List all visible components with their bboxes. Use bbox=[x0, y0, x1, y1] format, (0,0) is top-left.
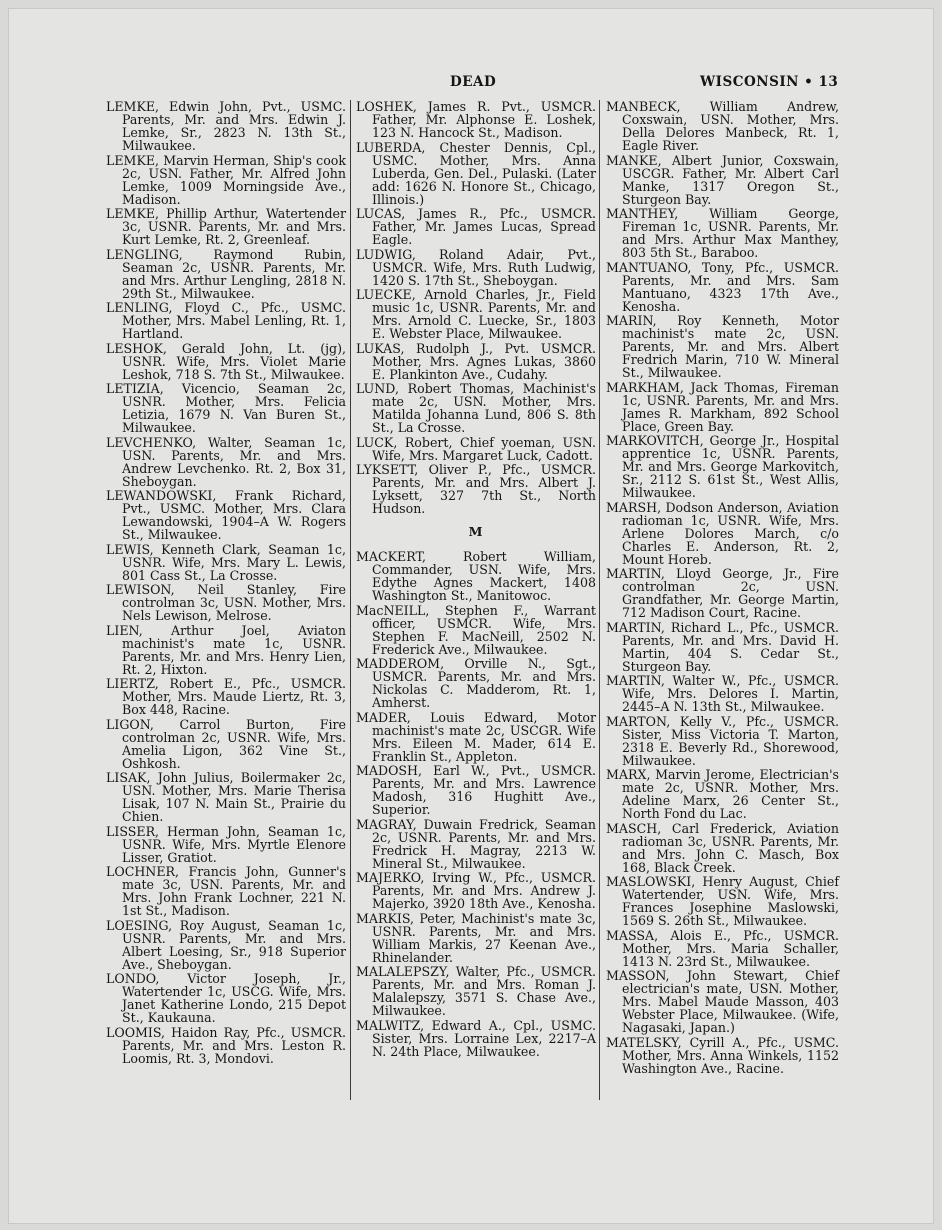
list-item: MARKOVITCH, George Jr., Hospital apprentice 1c, USNR. Parents, Mr. and Mrs. George Markovitch, Sr., 2112 S. 61st St., West Allis, Milwaukee. bbox=[606, 433, 839, 500]
list-item: LUKAS, Rudolph J., Pvt. USMCR. Mother, Mrs. Agnes Lukas, 3860 E. Plankinton Ave., Cudahy. bbox=[356, 340, 596, 382]
list-item: LUECKE, Arnold Charles, Jr., Field music 1c, USNR. Parents, Mr. and Mrs. Arnold C. Luecke, Sr., 1803 E. Webster Place, Milwaukee. bbox=[356, 287, 596, 341]
column-1 bbox=[106, 100, 346, 1066]
column-divider bbox=[599, 100, 600, 1100]
list-item: LOESING, Roy August, Seaman 1c, USNR. Parents, Mr. and Mrs. Albert Loesing, Sr., 918 Superior Ave., Sheboygan. bbox=[106, 917, 346, 972]
list-item: MARKHAM, Jack Thomas, Fireman 1c, USNR. Parents, Mr. and Mrs. James R. Markham, 892 School Place, Green Bay. bbox=[606, 379, 839, 434]
list-item: LIGON, Carrol Burton, Fire controlman 2c, USNR. Wife, Mrs. Amelia Ligon, 362 Vine St., Oshkosh. bbox=[106, 716, 346, 771]
list-item: LEMKE, Phillip Arthur, Watertender 3c, USNR. Parents, Mr. and Mrs. Kurt Lemke, Rt. 2, Greenleaf. bbox=[106, 206, 346, 247]
list-item: LENGLING, Raymond Rubin, Seaman 2c, USNR. Parents, Mr. and Mrs. Arthur Lengling, 2818 N. 29th St., Milwaukee. bbox=[106, 246, 346, 301]
list-item: MARIN, Roy Kenneth, Motor machinist's mate 2c, USN. Parents, Mr. and Mrs. Albert Fredrich Marin, 710 W. Mineral St., Milwaukee. bbox=[606, 313, 839, 380]
list-item: MARSH, Dodson Anderson, Aviation radioman 1c, USNR. Wife, Mrs. Arlene Dolores March, c/o Charles E. Anderson, Rt. 2, Mount Horeb. bbox=[606, 499, 839, 567]
list-item: MARTIN, Lloyd George, Jr., Fire controlman 2c, USN. Grandfather, Mr. George Martin, 712 Madison Court, Racine. bbox=[606, 566, 839, 620]
list-item: LISSER, Herman John, Seaman 1c, USNR. Wife, Mrs. Myrtle Elenore Lisser, Gratiot. bbox=[106, 823, 346, 865]
list-item: LESHOK, Gerald John, Lt. (jg), USNR. Wife, Mrs. Violet Marie Leshok, 718 S. 7th St., Milwaukee. bbox=[106, 340, 346, 382]
page-header bbox=[0, 74, 942, 94]
list-item: LUDWIG, Roland Adair, Pvt., USMCR. Wife, Mrs. Ruth Ludwig, 1420 S. 17th St., Sheboygan. bbox=[356, 246, 596, 288]
list-item: MATELSKY, Cyrill A., Pfc., USMC. Mother, Mrs. Anna Winkels, 1152 Washington Ave., Racine. bbox=[606, 1034, 839, 1076]
list-item: LOCHNER, Francis John, Gunner's mate 3c, USN. Parents, Mr. and Mrs. John Frank Lochner, 221 N. 1st St., Madison. bbox=[106, 864, 346, 918]
list-item: LIEN, Arthur Joel, Aviaton machinist's mate 1c, USNR. Parents, Mr. and Mrs. Henry Lien, Rt. 2, Hixton. bbox=[106, 622, 346, 677]
list-item: MARX, Marvin Jerome, Electrician's mate 2c, USNR. Mother, Mrs. Adeline Marx, 26 Center St., North Fond du Lac. bbox=[606, 767, 839, 821]
list-item: MASLOWSKI, Henry August, Chief Watertender, USN. Wife, Mrs. Frances Josephine Maslowski, 1569 S. 26th St., Milwaukee. bbox=[606, 874, 839, 928]
list-item: LEWANDOWSKI, Frank Richard, Pvt., USMC. Mother, Mrs. Clara Lewandowski, 1904–A W. Rogers St., Milwaukee. bbox=[106, 488, 346, 542]
list-item: MANBECK, William Andrew, Coxswain, USN. Mother, Mrs. Della Delores Manbeck, Rt. 1, Eagle River. bbox=[606, 99, 839, 153]
list-item: LUND, Robert Thomas, Machinist's mate 2c, USN. Mother, Mrs. Matilda Johanna Lund, 806 S. 8th St., La Crosse. bbox=[356, 381, 596, 435]
list-item: MALALEPSZY, Walter, Pfc., USMCR. Parents, Mr. and Mrs. Roman J. Malalepszy, 3571 S. Chase Ave., Milwaukee. bbox=[356, 964, 596, 1018]
list-item: LETIZIA, Vicencio, Seaman 2c, USNR. Mother, Mrs. Felicia Letizia, 1679 N. Van Buren St., Milwaukee. bbox=[106, 381, 346, 435]
list-item: MACKERT, Robert William, Commander, USN. Wife, Mrs. Edythe Agnes Mackert, 1408 Washington St., Manitowoc. bbox=[356, 549, 596, 603]
list-item: LISAK, John Julius, Boilermaker 2c, USN. Mother, Mrs. Marie Therisa Lisak, 107 N. Main St., Prairie du Chien. bbox=[106, 770, 346, 824]
list-item: MARKIS, Peter, Machinist's mate 3c, USNR. Parents, Mr. and Mrs. William Markis, 27 Keenan Ave., Rhinelander. bbox=[356, 910, 596, 965]
list-item: MANTHEY, William George, Fireman 1c, USNR. Parents, Mr. and Mrs. Arthur Max Manthey, 803 5th St., Baraboo. bbox=[606, 206, 839, 260]
list-item: MADOSH, Earl W., Pvt., USMCR. Parents, Mr. and Mrs. Lawrence Madosh, 316 Hughitt Ave., Superior. bbox=[356, 763, 596, 817]
list-item: LONDO, Victor Joseph, Jr., Watertender 1c, USCG. Wife, Mrs. Janet Katherine Londo, 215 Depot St., Kaukauna. bbox=[106, 971, 346, 1025]
list-item: MANKE, Albert Junior, Coxswain, USCGR. Father, Mr. Albert Carl Manke, 1317 Oregon St., Sturgeon Bay. bbox=[606, 152, 839, 207]
list-item: LIERTZ, Robert E., Pfc., USMCR. Mother, Mrs. Maude Liertz, Rt. 3, Box 448, Racine. bbox=[106, 676, 346, 717]
list-item: LUCAS, James R., Pfc., USMCR. Father, Mr. James Lucas, Spread Eagle. bbox=[356, 206, 596, 247]
list-item: MARTON, Kelly V., Pfc., USMCR. Sister, Miss Victoria T. Marton, 2318 E. Beverly Rd., Shorewood, Milwaukee. bbox=[606, 713, 839, 768]
list-item: LENLING, Floyd C., Pfc., USMC. Mother, Mrs. Mabel Lenling, Rt. 1, Hartland. bbox=[106, 300, 346, 341]
list-item: LEMKE, Marvin Herman, Ship's cook 2c, USN. Father, Mr. Alfred John Lemke, 1009 Morningside Ave., Madison. bbox=[106, 152, 346, 207]
list-item: LEVCHENKO, Walter, Seaman 1c, USN. Parents, Mr. and Mrs. Andrew Levchenko. Rt. 2, Box 31, Sheboygan. bbox=[106, 434, 346, 489]
column-2 bbox=[356, 100, 596, 1059]
list-item: LEMKE, Edwin John, Pvt., USMC. Parents, Mr. and Mrs. Edwin J. Lemke, Sr., 2823 N. 13th St., Milwaukee. bbox=[106, 99, 346, 153]
list-item: MASSA, Alois E., Pfc., USMCR. Mother, Mrs. Maria Schaller, 1413 N. 23rd St., Milwaukee. bbox=[606, 927, 839, 969]
list-item: LUCK, Robert, Chief yoeman, USN. Wife, Mrs. Margaret Luck, Cadott. bbox=[356, 434, 596, 463]
list-item: LOOMIS, Haidon Ray, Pfc., USMCR. Parents, Mr. and Mrs. Leston R. Loomis, Rt. 3, Mondovi. bbox=[106, 1024, 346, 1066]
list-item: LEWIS, Kenneth Clark, Seaman 1c, USNR. Wife, Mrs. Mary L. Lewis, 801 Cass St., La Crosse. bbox=[106, 541, 346, 583]
list-item: MADDEROM, Orville N., Sgt., USMCR. Parents, Mr. and Mrs. Nickolas C. Madderom, Rt. 1, Amherst. bbox=[356, 656, 596, 710]
list-item: LEWISON, Neil Stanley, Fire controlman 3c, USN. Mother, Mrs. Nels Lewison, Melrose. bbox=[106, 582, 346, 623]
list-item: MARTIN, Richard L., Pfc., USMCR. Parents, Mr. and Mrs. David H. Martin, 404 S. Cedar St., Sturgeon Bay. bbox=[606, 619, 839, 674]
section-letter-heading: M bbox=[468, 524, 484, 539]
list-item: MADER, Louis Edward, Motor machinist's mate 2c, USCGR. Wife Mrs. Eileen M. Mader, 614 E. Franklin St., Appleton. bbox=[356, 709, 596, 764]
list-item: MacNEILL, Stephen F., Warrant officer, USMCR. Wife, Mrs. Stephen F. MacNeill, 2502 N. Frederick Ave., Milwaukee. bbox=[356, 602, 596, 657]
section-title: DEAD bbox=[450, 74, 497, 90]
list-item: MAGRAY, Duwain Fredrick, Seaman 2c, USNR. Parents, Mr. and Mrs. Fredrick H. Magray, 2213 W. Mineral St., Milwaukee. bbox=[356, 816, 596, 871]
list-item: LUBERDA, Chester Dennis, Cpl., USMC. Mother, Mrs. Anna Luberda, Gen. Del., Pulaski. (Later add: 1626 N. Honore St., Chicago, Illinois.) bbox=[356, 139, 596, 207]
list-item: LOSHEK, James R. Pvt., USMCR. Father, Mr. Alphonse E. Loshek, 123 N. Hancock St., Madison. bbox=[356, 99, 596, 140]
state-and-page-number: WISCONSIN • 13 bbox=[700, 74, 839, 90]
list-item: LYKSETT, Oliver P., Pfc., USMCR. Parents, Mr. and Mrs. Albert J. Lyksett, 327 7th St., North Hudson. bbox=[356, 462, 596, 516]
list-item: MARTIN, Walter W., Pfc., USMCR. Wife, Mrs. Delores I. Martin, 2445–A N. 13th St., Milwaukee. bbox=[606, 673, 839, 714]
list-item: MANTUANO, Tony, Pfc., USMCR. Parents, Mr. and Mrs. Sam Mantuano, 4323 17th Ave., Kenosha. bbox=[606, 259, 839, 314]
list-item: MAJERKO, Irving W., Pfc., USMCR. Parents, Mr. and Mrs. Andrew J. Majerko, 3920 18th Ave., Kenosha. bbox=[356, 870, 596, 911]
list-item: MASCH, Carl Frederick, Aviation radioman 3c, USNR. Parents, Mr. and Mrs. John C. Masch, Box 168, Black Creek. bbox=[606, 820, 839, 875]
list-item: MASSON, John Stewart, Chief electrician's mate, USN. Mother, Mrs. Mabel Maude Masson, 403 Webster Place, Milwaukee. (Wife, Nagasaki, Japan.) bbox=[606, 968, 839, 1035]
list-item: MALWITZ, Edward A., Cpl., USMC. Sister, Mrs. Lorraine Lex, 2217–A N. 24th Place, Milwaukee. bbox=[356, 1017, 596, 1059]
column-3 bbox=[606, 100, 839, 1076]
column-divider bbox=[350, 100, 351, 1100]
